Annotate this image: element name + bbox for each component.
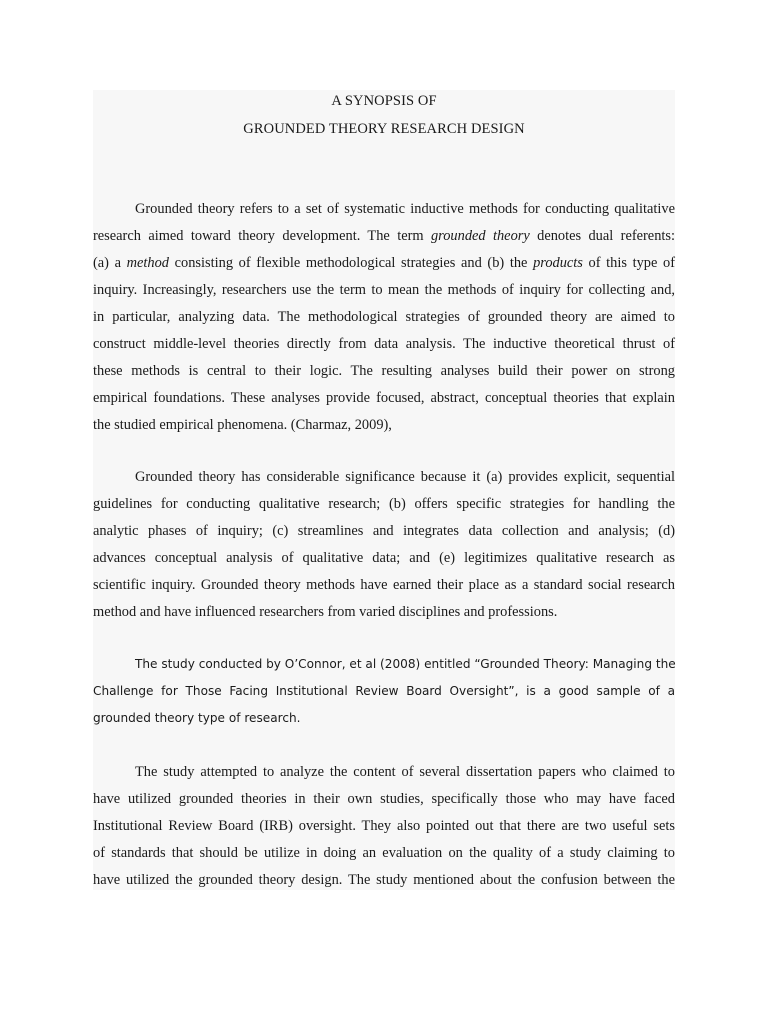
para4-line: have utilized grounded theories in their own studies, specifically those who may have faced xyxy=(93,791,675,807)
para3-line: The study conducted by O’Connor, et al (2008) entitled “Grounded Theory: Managing the xyxy=(135,657,676,671)
para2-line: scientific inquiry. Grounded theory methods have earned their place as a standard social research xyxy=(93,577,675,593)
para1-line: inquiry. Increasingly, researchers use the term to mean the methods of inquiry for collecting and, xyxy=(93,282,675,298)
para2-line: advances conceptual analysis of qualitative data; and (e) legitimizes qualitative research as xyxy=(93,550,675,566)
title-line-1: A SYNOPSIS OF xyxy=(331,93,437,109)
para1-line: construct middle-level theories directly from data analysis. The inductive theoretical thrust of xyxy=(93,336,675,352)
para1-line: these methods is central to their logic. The resulting analyses build their power on strong xyxy=(93,363,675,379)
document-page xyxy=(93,90,675,890)
italic-term: grounded theory xyxy=(430,228,530,244)
para4-line: The study attempted to analyze the content of several dissertation papers who claimed to xyxy=(135,764,675,780)
italic-term: method xyxy=(126,255,170,271)
para1-line: (a) a method consisting of flexible methodological strategies and (b) the products of this type of xyxy=(93,255,675,271)
title-line-2: GROUNDED THEORY RESEARCH DESIGN xyxy=(243,121,525,137)
para3-line: Challenge for Those Facing Institutional Review Board Oversight”, is a good sample of a xyxy=(93,684,675,698)
para2-line: guidelines for conducting qualitative research; (b) offers specific strategies for handling the xyxy=(93,496,675,512)
para2-line: Grounded theory has considerable significance because it (a) provides explicit, sequential xyxy=(135,469,675,485)
para3-line: grounded theory type of research. xyxy=(93,711,301,725)
para1-line: in particular, analyzing data. The methodological strategies of grounded theory are aimed to xyxy=(93,309,675,325)
para1-line: research aimed toward theory development. The term grounded theory denotes dual referents: xyxy=(93,228,675,244)
para1-line: Grounded theory refers to a set of systematic inductive methods for conducting qualitative xyxy=(135,201,675,217)
italic-term: products xyxy=(533,255,583,271)
para4-line: of standards that should be utilize in doing an evaluation on the quality of a study claiming to xyxy=(93,845,675,861)
para1-line: the studied empirical phenomena. (Charmaz, 2009), xyxy=(93,417,392,433)
para1-line: empirical foundations. These analyses provide focused, abstract, conceptual theories that explain xyxy=(93,390,675,406)
para2-line: analytic phases of inquiry; (c) streamlines and integrates data collection and analysis; (d) xyxy=(93,523,675,539)
para4-line: Institutional Review Board (IRB) oversight. They also pointed out that there are two useful sets xyxy=(93,818,675,834)
para4-line: have utilized the grounded theory design. The study mentioned about the confusion between the xyxy=(93,872,675,888)
para2-line: method and have influenced researchers from varied disciplines and professions. xyxy=(93,604,558,620)
